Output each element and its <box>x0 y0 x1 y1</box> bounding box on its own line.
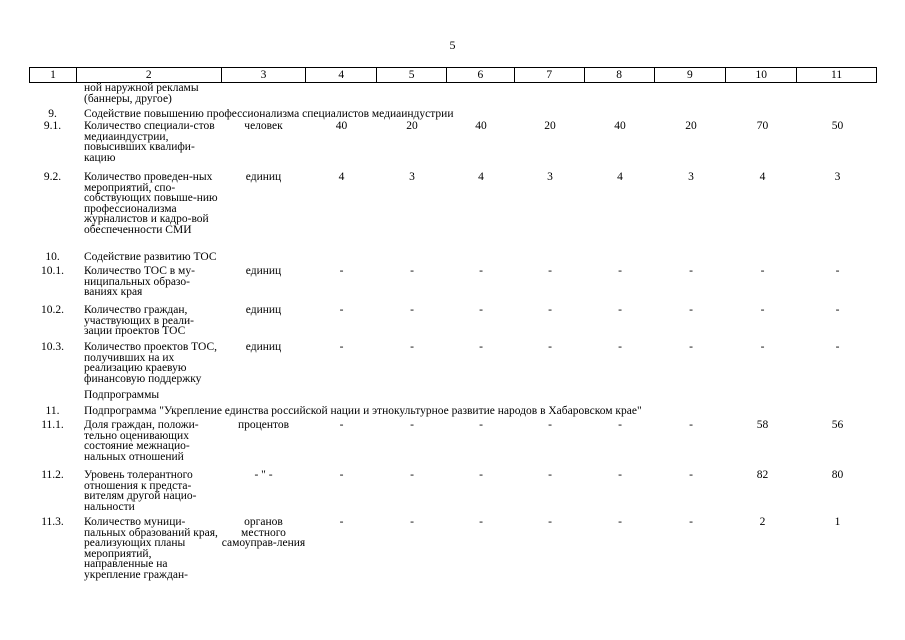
indicator-name: Уровень толерантного отношения к предста-вителям другой нацио-нальности <box>84 469 197 513</box>
value-cell: - <box>689 265 693 277</box>
unit: единиц <box>245 265 282 277</box>
value-cell: 70 <box>756 120 769 132</box>
value-cell: 20 <box>544 120 556 132</box>
section-title: Содействие развитию ТОС <box>84 251 217 263</box>
value-cell: 1 <box>834 516 841 528</box>
value-cell: - <box>548 265 552 277</box>
value-cell: - <box>689 341 693 353</box>
page-number: 5 <box>449 38 456 52</box>
header-cell: 6 <box>447 68 515 82</box>
value-cell: 4 <box>478 171 484 183</box>
value-cell: - <box>760 304 765 316</box>
indicator-name: Количество проведен-ных мероприятий, спо-собствующих повыше-нию профессионализма журналистов и кадро-вой обеспеченности СМИ <box>84 171 218 236</box>
value-cell: - <box>689 516 693 528</box>
value-cell: 4 <box>759 171 766 183</box>
value-cell: - <box>618 469 622 481</box>
value-cell: - <box>548 304 552 316</box>
indicator-name: Количество ТОС в му-ниципальных образо-ваниях края <box>84 265 195 298</box>
header-cell: 9 <box>655 68 727 82</box>
table-body <box>29 83 877 587</box>
section-row <box>29 404 877 420</box>
value-cell: - <box>689 419 693 431</box>
header-cell: 7 <box>515 68 585 82</box>
indicator-name: Количество муници-пальных образований края, реализующих планы мероприятий, направленные на укрепление граждан- <box>84 516 218 581</box>
value-cell: 50 <box>831 120 844 132</box>
unit: единиц <box>245 304 282 316</box>
value-cell: 40 <box>475 120 487 132</box>
section-row <box>29 252 877 266</box>
value-cell: - <box>548 516 552 528</box>
value-cell: - <box>618 341 622 353</box>
value-cell: - <box>410 265 414 277</box>
value-cell: - <box>339 341 344 353</box>
table-row <box>29 121 877 172</box>
table-row <box>29 517 877 587</box>
value-cell: - <box>835 341 840 353</box>
value-cell: 3 <box>547 171 553 183</box>
section-title: Содействие повышению профессионализма специалистов медиаиндустрии <box>84 108 454 120</box>
value-cell: 82 <box>756 469 769 481</box>
value-cell: - <box>760 341 765 353</box>
value-cell: - <box>339 304 344 316</box>
row-number: 9. <box>48 108 57 120</box>
subprograms-label-row <box>29 390 877 404</box>
header-cell: 2 <box>77 68 222 82</box>
table-row <box>29 420 877 470</box>
row-number: 9.2. <box>43 171 62 183</box>
row-number: 10.3. <box>41 341 64 353</box>
unit: человек <box>244 120 283 132</box>
section-title: Подпрограмма "Укрепление единства российской нации и этнокультурное развитие народов в Хабаровском крае" <box>84 405 642 417</box>
header-cell: 3 <box>222 68 307 82</box>
value-cell: - <box>835 304 840 316</box>
value-cell: 4 <box>338 171 345 183</box>
indicator-name: Количество специали-стов медиаиндустрии, повысивших квалифи-кацию <box>84 120 215 164</box>
value-cell: 20 <box>406 120 418 132</box>
value-cell: - <box>618 304 622 316</box>
table-row <box>29 305 877 342</box>
value-cell: - <box>479 304 483 316</box>
value-cell: - <box>479 265 483 277</box>
value-cell: - <box>835 265 840 277</box>
row-number: 11.3. <box>41 516 64 528</box>
value-cell: - <box>410 516 414 528</box>
indicator-name: Доля граждан, положи-тельно оценивающих состояние межнацио-нальных отношений <box>84 419 199 463</box>
unit: единиц <box>245 171 282 183</box>
row-number: 10.1. <box>41 265 64 277</box>
value-cell: - <box>479 516 483 528</box>
value-cell: - <box>339 419 344 431</box>
value-cell: - <box>760 265 765 277</box>
value-cell: - <box>410 341 414 353</box>
header-cell: 5 <box>377 68 447 82</box>
value-cell: - <box>548 469 552 481</box>
subprograms-label: Подпрограммы <box>84 389 160 401</box>
unit: единиц <box>245 341 282 353</box>
value-cell: - <box>410 304 414 316</box>
table-row <box>29 470 877 517</box>
row-number: 11. <box>45 405 60 417</box>
value-cell: - <box>410 419 414 431</box>
unit: - " - <box>254 469 273 481</box>
value-cell: 20 <box>685 120 697 132</box>
value-cell: 4 <box>617 171 623 183</box>
value-cell: - <box>339 516 344 528</box>
value-cell: 3 <box>409 171 415 183</box>
value-cell: 56 <box>831 419 844 431</box>
value-cell: - <box>548 419 552 431</box>
header-cell: 8 <box>585 68 655 82</box>
header-cell: 10 <box>726 68 797 82</box>
value-cell: 2 <box>759 516 766 528</box>
header-cell: 11 <box>831 69 843 81</box>
value-cell: - <box>618 265 622 277</box>
value-cell: 40 <box>614 120 626 132</box>
indicator-name: ной наружной рекламы (баннеры, другое) <box>84 82 199 105</box>
indicator-name: Количество граждан, участвующих в реали-зации проектов ТОС <box>84 304 195 337</box>
row-number: 11.2. <box>41 469 64 481</box>
table-header <box>29 67 877 83</box>
header-cell: 1 <box>30 68 77 82</box>
value-cell: 80 <box>831 469 844 481</box>
value-cell: - <box>479 469 483 481</box>
row-number: 10. <box>45 251 60 263</box>
value-cell: - <box>548 341 552 353</box>
header-cell: 4 <box>306 68 377 82</box>
value-cell: - <box>689 469 693 481</box>
value-cell: - <box>339 265 344 277</box>
row-number: 9.1. <box>43 120 62 132</box>
table-row <box>29 266 877 305</box>
value-cell: - <box>479 341 483 353</box>
value-cell: - <box>689 304 693 316</box>
table-row <box>29 83 877 109</box>
row-number: 10.2. <box>41 304 64 316</box>
value-cell: - <box>618 516 622 528</box>
value-cell: 40 <box>335 120 348 132</box>
value-cell: 58 <box>756 419 769 431</box>
value-cell: 3 <box>834 171 841 183</box>
value-cell: - <box>479 419 483 431</box>
unit: органов местного самоуправ-ления <box>221 516 306 549</box>
value-cell: 3 <box>688 171 694 183</box>
table-row <box>29 342 877 390</box>
value-cell: - <box>618 419 622 431</box>
row-number: 11.1. <box>41 419 64 431</box>
value-cell: - <box>339 469 344 481</box>
value-cell: - <box>410 469 414 481</box>
table-row <box>29 172 877 252</box>
unit: процентов <box>237 419 290 431</box>
indicator-name: Количество проектов ТОС, получивших на их реализацию краевую финансовую поддержку <box>84 341 217 385</box>
